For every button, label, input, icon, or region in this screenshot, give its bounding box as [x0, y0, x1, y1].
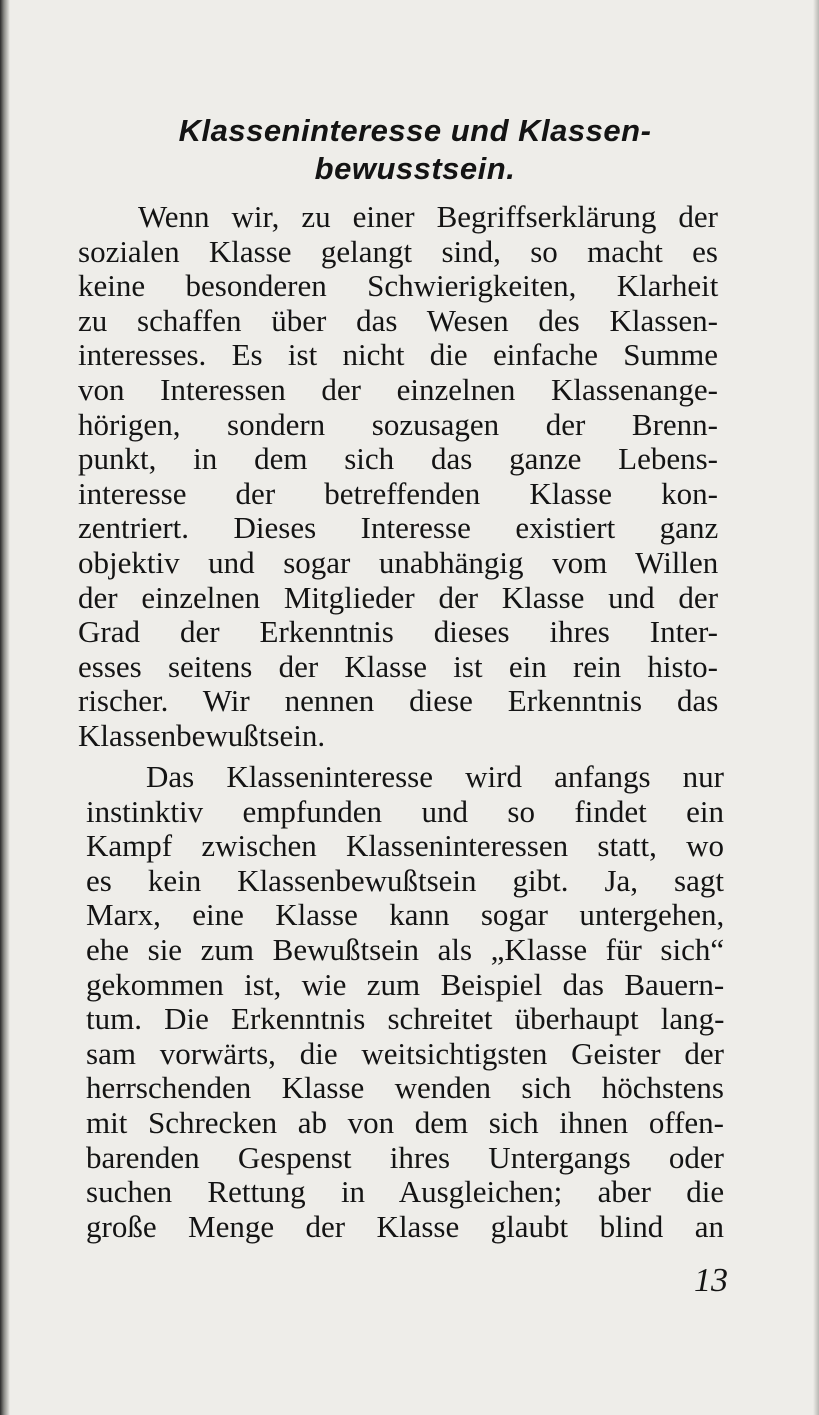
text-line: hörigen, sondern sozusagen der Brenn- [78, 406, 718, 442]
heading-line-1: Klasseninteresse und Klassen- [178, 113, 652, 148]
text-line: tum. Die Erkenntnis schreitet überhaupt lang- [86, 1001, 725, 1037]
text-line: Kampf zwischen Klasseninteressen statt, wo [86, 828, 724, 864]
text-line: von Interessen der einzelnen Klassenange- [78, 371, 718, 407]
text-line: ehe sie zum Bewußtsein als „Klasse für sich“ [86, 931, 725, 967]
text-line: esses seitens der Klasse ist ein rein histo- [78, 648, 718, 684]
text-line: der einzelnen Mitglieder der Klasse und der [78, 579, 719, 615]
text-line: Marx, eine Klasse kann sogar untergehen, [86, 897, 725, 933]
text-line: suchen Rettung in Ausgleichen; aber die [86, 1174, 725, 1210]
chapter-heading [80, 112, 750, 188]
page-edge-shadow [0, 0, 10, 1415]
text-line: Klassenbewußtsein. [78, 717, 326, 753]
text-line: große Menge der Klasse glaubt blind an [86, 1208, 724, 1244]
text-line: zu schaffen über das Wesen des Klassen- [78, 302, 718, 338]
text-line: interesse der betreffenden Klasse kon- [78, 475, 718, 511]
text-line: rischer. Wir nennen diese Erkenntnis das [78, 683, 719, 719]
text-line: es kein Klassenbewußtsein gibt. Ja, sagt [86, 862, 724, 898]
text-line: barenden Gespenst ihres Untergangs oder [86, 1139, 724, 1175]
text-line: zentriert. Dieses Interesse existiert ganz [78, 510, 719, 546]
paragraph-2 [86, 760, 724, 1244]
text-line: punkt, in dem sich das ganze Lebens- [78, 441, 718, 477]
text-line: interesses. Es ist nicht die einfache Summe [78, 337, 718, 373]
page-edge-right [813, 0, 819, 1415]
heading-line-2: bewusstsein. [314, 151, 516, 186]
text-line: instinktiv empfunden und so findet ein [86, 793, 724, 829]
paragraph-1 [78, 200, 718, 754]
text-line: Das Klasseninteresse wird anfangs nur [146, 759, 724, 794]
text-line: objektiv und sogar unabhängig vom Willen [78, 544, 719, 580]
text-line: Wenn wir, zu einer Begriffserklärung der [138, 199, 718, 234]
text-line: mit Schrecken ab von dem sich ihnen offen- [86, 1104, 724, 1140]
text-line: sozialen Klasse gelangt sind, so macht es [78, 233, 718, 269]
text-line: herrschenden Klasse wenden sich höchstens [86, 1070, 724, 1106]
text-line: Grad der Erkenntnis dieses ihres Inter- [78, 614, 718, 650]
text-line: gekommen ist, wie zum Beispiel das Bauern- [86, 966, 725, 1002]
text-line: keine besonderen Schwierigkeiten, Klarheit [78, 268, 719, 304]
page-number: 13 [694, 1262, 728, 1299]
text-line: sam vorwärts, die weitsichtigsten Geister der [86, 1035, 724, 1071]
